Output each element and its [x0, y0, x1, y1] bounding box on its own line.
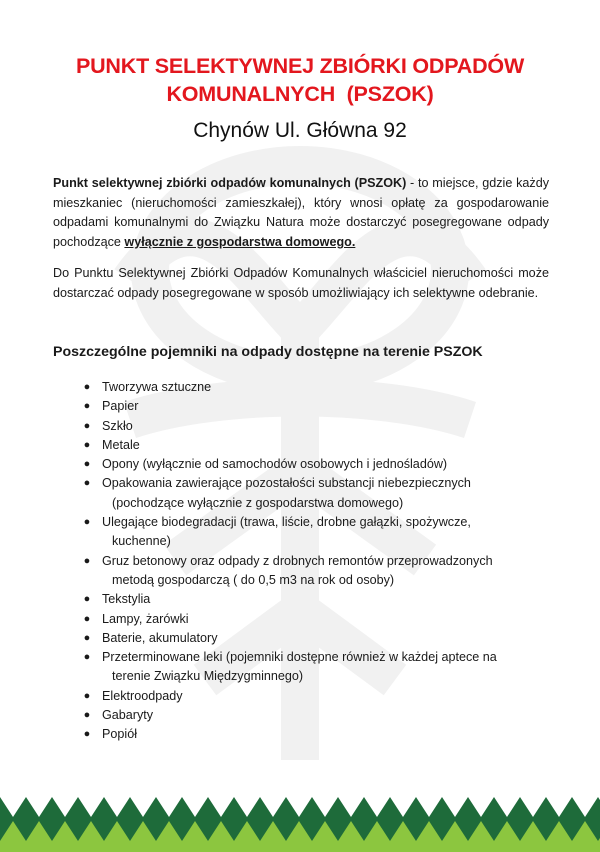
list-item: [82, 455, 550, 474]
title-line-1: PUNKT SELEKTYWNEJ ZBIÓRKI ODPADÓW: [75, 54, 525, 78]
list-item: [82, 648, 550, 687]
list-item-text: Tworzywa sztuczne: [102, 380, 212, 394]
list-item-text: Baterie, akumulatory: [102, 630, 218, 645]
page-title: [40, 52, 560, 108]
list-item: [82, 725, 550, 744]
list-item-continuation: terenie Związku Międzygminnego): [112, 669, 304, 684]
bullet-icon: ●: [83, 689, 91, 702]
list-item: [82, 436, 550, 455]
bullet-icon: ●: [83, 458, 91, 471]
bullet-icon: ●: [83, 554, 91, 567]
bullet-icon: ●: [83, 709, 91, 722]
bullet-icon: ●: [83, 419, 91, 432]
bullet-icon: ●: [83, 631, 91, 644]
bullet-icon: ●: [83, 400, 91, 413]
list-item-text: Metale: [102, 437, 140, 452]
list-item-text: Gruz betonowy oraz odpady z drobnych remontów przeprowadzonych: [102, 553, 493, 568]
list-item: [82, 397, 550, 416]
bullet-icon: ●: [83, 612, 91, 625]
intro-paragraph: [53, 174, 549, 253]
list-item: [82, 629, 550, 648]
address-subtitle: Chynów Ul. Główna 92: [193, 119, 407, 142]
list-item: [82, 513, 550, 552]
intro-underlined: wyłącznie z gospodarstwa domowego.: [124, 235, 356, 250]
bullet-icon: ●: [83, 438, 91, 451]
bullet-icon: ●: [83, 593, 91, 606]
delivery-paragraph: Do Punktu Selektywnej Zbiórki Odpadów Komunalnych właściciel nieruchomości może dostarczać odpady posegregowane w sposób umożliwiający ich selektywne odebranie.: [53, 266, 549, 300]
bullet-icon: ●: [83, 477, 91, 490]
list-item: [82, 706, 550, 725]
list-item-text: Lampy, żarówki: [102, 611, 189, 626]
intro-bold-lead: Punkt selektywnej zbiórki odpadów komunalnych (PSZOK): [53, 176, 407, 190]
list-item-continuation: metodą gospodarczą ( do 0,5 m3 na rok od osoby): [112, 572, 395, 587]
list-item-continuation: (pochodzące wyłącznie z gospodarstwa domowego): [112, 495, 404, 510]
bullet-icon: ●: [83, 381, 91, 393]
list-item-continuation: kuchenne): [112, 534, 171, 549]
intro-text: - to miejsce, gdzie każdy mieszkaniec (nieruchomości zamieszkałej), który wnosi opłatę za gospodarowanie odpadami komunalnymi do Związku Natura może dostarczyć posegregowane odpady pochodzące: [53, 176, 549, 250]
list-item: [82, 610, 550, 629]
list-item-text: Opakowania zawierające pozostałości substancji niebezpiecznych: [102, 476, 471, 491]
list-item-text: Popiół: [102, 727, 138, 742]
title-line-2: KOMUNALNYCH (PSZOK): [166, 82, 434, 106]
list-item-text: Elektroodpady: [102, 688, 183, 703]
list-heading: Poszczególne pojemniki na odpady dostępne na terenie PSZOK: [53, 344, 483, 360]
list-item: [82, 552, 550, 591]
list-item-text: Ulegające biodegradacji (trawa, liście, drobne gałązki, spożywcze,: [102, 515, 471, 530]
bullet-icon: ●: [83, 728, 91, 741]
list-item: [82, 687, 550, 706]
list-item-text: Papier: [102, 399, 139, 414]
list-item-text: Opony (wyłącznie od samochodów osobowych i jednośladów): [102, 457, 448, 472]
bullet-icon: ●: [83, 516, 91, 529]
list-item-text: Tekstylia: [102, 592, 151, 607]
list-item: [82, 474, 550, 513]
list-item: [82, 590, 550, 609]
footer-light-zigzag: [0, 821, 600, 852]
waste-bin-list: [82, 378, 550, 745]
list-item-text: Przeterminowane leki (pojemniki dostępne również w każdej aptece na: [102, 650, 497, 665]
list-item-text: Szkło: [102, 418, 133, 433]
footer-zigzag-band: [0, 785, 600, 852]
list-item: [82, 417, 550, 436]
list-item: [82, 378, 550, 397]
list-item-text: Gabaryty: [102, 708, 154, 723]
bullet-icon: ●: [83, 651, 91, 664]
